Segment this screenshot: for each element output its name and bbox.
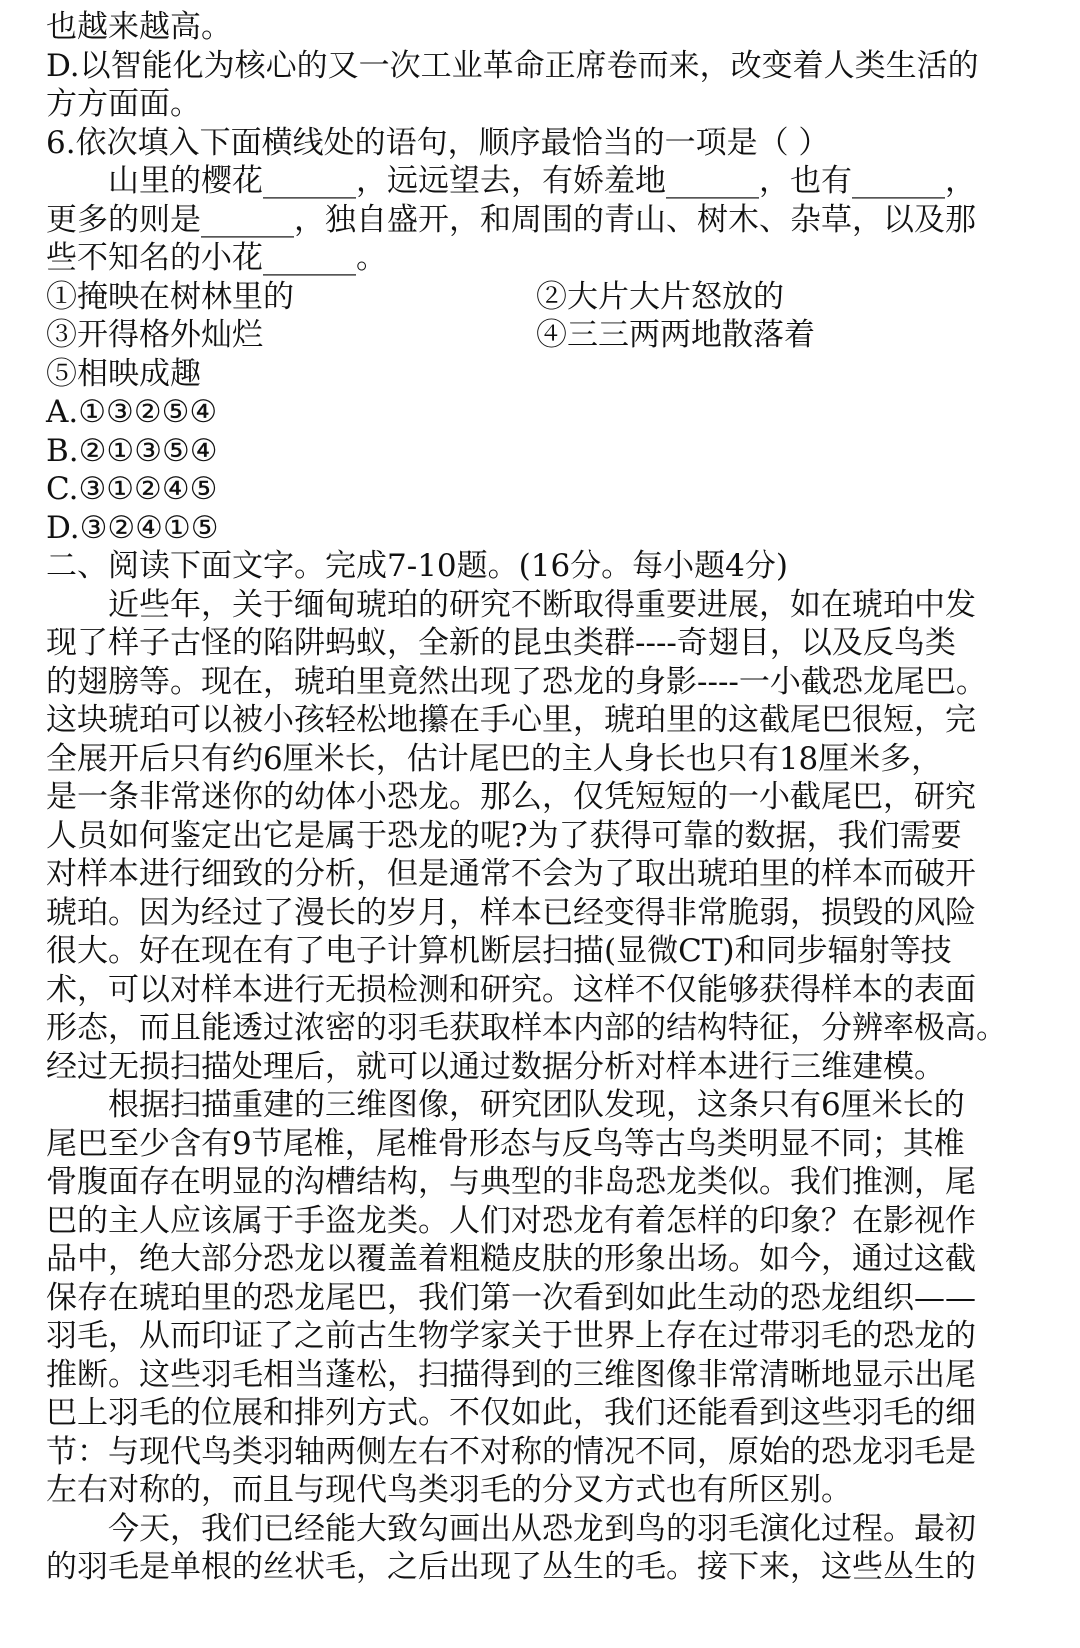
passage-line: 节：与现代鸟类羽轴两侧左右不对称的情况不同，原始的恐龙羽毛是 <box>46 1433 976 1470</box>
passage-line: 这块琥珀可以被小孩轻松地攥在手心里，琥珀里的这截尾巴很短，完 <box>46 702 976 738</box>
passage-paragraph-1 <box>46 586 1046 1087</box>
passage-line: 全展开后只有约6厘米长，估计尾巴的主人身长也只有18厘米多， <box>46 740 943 777</box>
passage-line: 的翅膀等。现在，琥珀里竟然出现了恐龙的身影----一小截恐龙尾巴。 <box>46 663 987 700</box>
q6-passage-line: 山里的樱花______，远远望去，有娇羞地______，也有______， <box>108 163 976 199</box>
q6-phrase: ①掩映在树林里的 <box>46 278 294 315</box>
q6-option-b: B.②①③⑤④ <box>46 432 218 469</box>
q6-phrase: ②大片大片怒放的 <box>536 278 784 315</box>
passage-line: 很大。好在现在有了电子计算机断层扫描(显微CT)和同步辐射等技 <box>46 933 952 969</box>
passage-line: 对样本进行细致的分析，但是通常不会为了取出琥珀里的样本而破开 <box>46 856 976 892</box>
passage-line: 羽毛，从而印证了之前古生物学家关于世界上存在过带羽毛的恐龙的 <box>46 1318 976 1354</box>
q6-phrase: ③开得格外灿烂 <box>46 317 263 353</box>
passage-line: 琥珀。因为经过了漫长的岁月，样本已经变得非常脆弱，损毁的风险 <box>46 894 976 931</box>
passage-line: 形态，而且能透过浓密的羽毛获取样本内部的结构特征，分辨率极高。 <box>46 1010 1007 1046</box>
q6-option-a: A.①③②⑤④ <box>46 394 218 430</box>
q6-passage-line: 更多的则是______，独自盛开，和周围的青山、树木、杂草，以及那 <box>46 201 976 238</box>
q6-phrase: ⑤相映成趣 <box>46 355 201 392</box>
q5-option-d-line: 方方面面。 <box>46 86 201 122</box>
exam-page <box>46 8 1046 1587</box>
passage-line: 是一条非常迷你的幼体小恐龙。那么，仅凭短短的一小截尾巴，研究 <box>46 779 976 815</box>
passage-line: 根据扫描重建的三维图像，研究团队发现，这条只有6厘米长的 <box>108 1087 965 1123</box>
passage-line: 的羽毛是单根的丝状毛，之后出现了丛生的毛。接下来，这些丛生的 <box>46 1549 976 1585</box>
passage-line: 巴的主人应该属于手盗龙类。人们对恐龙有着怎样的印象？在影视作 <box>46 1202 976 1239</box>
q6-option-d: D.③②④①⑤ <box>46 509 219 546</box>
q6-stem: 6.依次填入下面横线处的语句，顺序最恰当的一项是（ ） <box>46 124 830 161</box>
q6-phrase: ④三三两两地散落着 <box>536 317 815 353</box>
passage-line: 保存在琥珀里的恐龙尾巴，我们第一次看到如此生动的恐龙组织—— <box>46 1279 976 1316</box>
q6-option-c: C.③①②④⑤ <box>46 471 218 507</box>
passage-paragraph-2 <box>46 1086 1046 1510</box>
q6-phrase-list <box>46 278 1046 394</box>
passage-line: 近些年，关于缅甸琥珀的研究不断取得重要进展，如在琥珀中发 <box>108 586 976 623</box>
passage-line: 术，可以对样本进行无损检测和研究。这样不仅能够获得样本的表面 <box>46 971 976 1008</box>
passage-line: 骨腹面存在明显的沟槽结构，与典型的非岛恐龙类似。我们推测，尾 <box>46 1164 976 1200</box>
passage-line: 推断。这些羽毛相当蓬松，扫描得到的三维图像非常清晰地显示出尾 <box>46 1356 976 1393</box>
passage-line: 品中，绝大部分恐龙以覆盖着粗糙皮肤的形象出场。如今，通过这截 <box>46 1241 976 1277</box>
passage-line: 人员如何鉴定出它是属于恐龙的呢?为了获得可靠的数据，我们需要 <box>46 817 962 854</box>
passage-line: 巴上羽毛的位展和排列方式。不仅如此，我们还能看到这些羽毛的细 <box>46 1395 976 1431</box>
passage-line: 现了样子古怪的陷阱蚂蚁，全新的昆虫类群----奇翅目，以及反鸟类 <box>46 625 956 661</box>
q6-passage-line: 些不知名的小花______。 <box>46 240 387 276</box>
section2-heading: 二、阅读下面文字。完成7-10题。(16分。每小题4分) <box>46 548 788 584</box>
passage-paragraph-3 <box>46 1510 1046 1587</box>
passage-line: 经过无损扫描处理后，就可以通过数据分析对样本进行三维建模。 <box>46 1048 945 1085</box>
q5-continuation-line: 也越来越高。 <box>46 9 232 45</box>
passage-line: 尾巴至少含有9节尾椎，尾椎骨形态与反鸟等古鸟类明显不同；其椎 <box>46 1125 965 1162</box>
passage-line: 左右对称的，而且与现代鸟类羽毛的分叉方式也有所区别。 <box>46 1472 852 1508</box>
q5-option-d-line: D.以智能化为核心的又一次工业革命正席卷而来，改变着人类生活的 <box>46 47 979 84</box>
passage-line: 今天，我们已经能大致勾画出从恐龙到鸟的羽毛演化过程。最初 <box>108 1510 976 1547</box>
